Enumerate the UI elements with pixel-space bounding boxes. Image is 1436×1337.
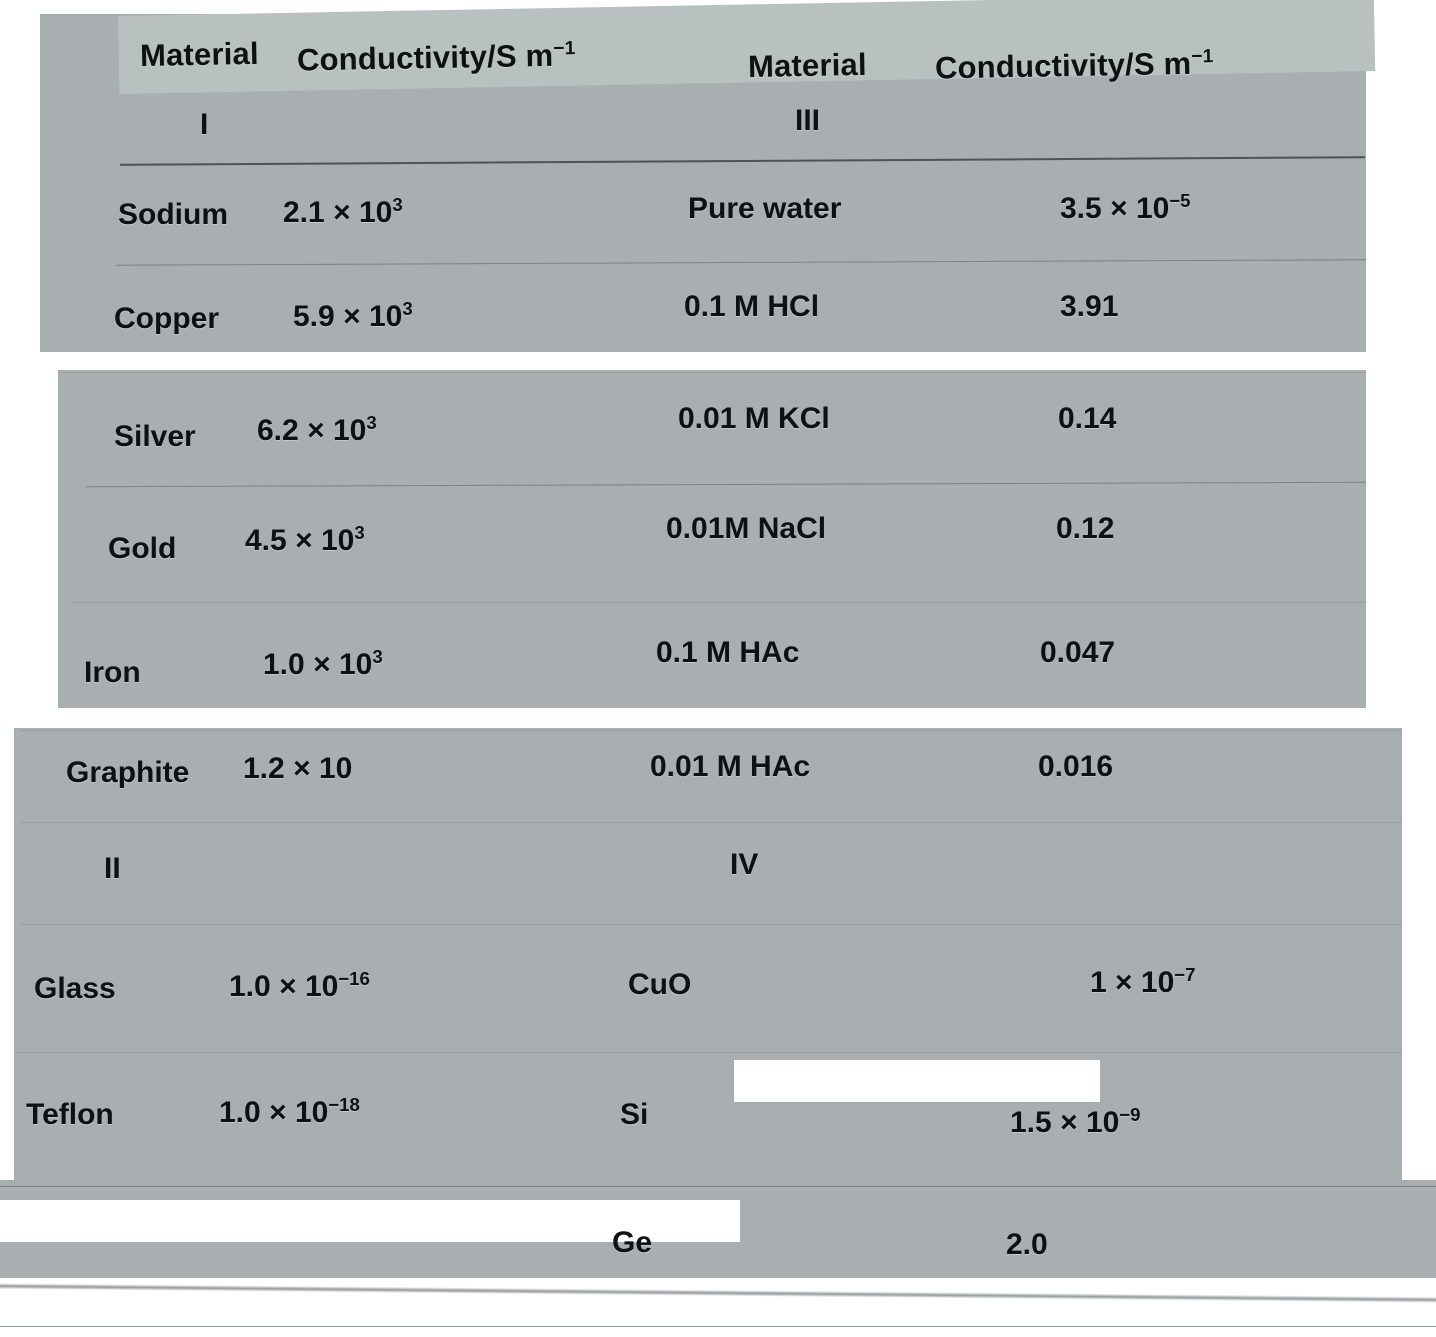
value-silver-mantissa: 6.2 — [257, 414, 299, 447]
value-copper — [293, 300, 413, 334]
rule-bottom — [0, 1326, 1436, 1327]
material-hac-0-1m: 0.1 M HAc — [656, 636, 800, 669]
value-iron-mantissa: 1.0 — [263, 648, 305, 681]
value-copper-base: 10 — [368, 300, 403, 333]
value-iron-exp: 3 — [372, 646, 383, 667]
section-label-I: I — [200, 108, 209, 141]
value-gold-times: × — [295, 524, 313, 557]
value-pure-water-times: × — [1110, 192, 1128, 225]
value-copper-exp: 3 — [402, 298, 413, 319]
section-label-II: II — [104, 852, 121, 885]
value-sodium-base: 10 — [358, 196, 393, 229]
value-cuo-base: 10 — [1140, 966, 1175, 999]
header-left-conductivity-exp: −1 — [553, 38, 576, 60]
value-hac-0-01m: 0.016 — [1038, 750, 1114, 783]
value-nacl-0-01m: 0.12 — [1056, 512, 1115, 545]
material-silver: Silver — [114, 420, 196, 453]
material-copper: Copper — [114, 302, 219, 335]
value-gold-base: 10 — [320, 524, 355, 557]
value-sodium — [283, 196, 403, 230]
material-si: Si — [620, 1098, 649, 1131]
material-pure-water: Pure water — [688, 192, 842, 225]
rule-row-1 — [116, 259, 1366, 265]
header-right-conductivity-exp: −1 — [1191, 46, 1214, 68]
header-left-conductivity — [297, 37, 576, 78]
value-sodium-mantissa: 2.1 — [283, 196, 325, 229]
value-teflon — [219, 1096, 360, 1130]
value-cuo-times: × — [1115, 966, 1133, 999]
rule-header — [120, 156, 1365, 166]
value-silver-exp: 3 — [366, 412, 377, 433]
value-kcl-0-01m: 0.14 — [1058, 402, 1117, 435]
section-label-III: III — [795, 104, 821, 137]
value-graphite-base: 10 — [318, 752, 353, 785]
section-label-IV: IV — [730, 848, 759, 881]
value-teflon-exp: −18 — [328, 1094, 360, 1115]
value-iron-times: × — [313, 648, 331, 681]
value-cuo-exp: −7 — [1174, 964, 1196, 985]
value-hac-0-1m: 0.047 — [1040, 636, 1116, 669]
value-si — [1010, 1106, 1141, 1140]
value-copper-mantissa: 5.9 — [293, 300, 335, 333]
value-graphite-mantissa: 1.2 — [243, 752, 285, 785]
rule-row-2 — [60, 372, 1366, 373]
value-glass — [229, 970, 370, 1004]
header-left-conductivity-text: Conductivity/S m — [296, 37, 554, 78]
rule-row-9 — [0, 1186, 1436, 1187]
value-gold-exp: 3 — [354, 522, 365, 543]
rule-row-4 — [70, 602, 1366, 603]
value-teflon-mantissa: 1.0 — [219, 1096, 261, 1129]
value-cuo-mantissa: 1 — [1090, 966, 1107, 999]
value-glass-mantissa: 1.0 — [229, 970, 271, 1003]
header-left-material: Material — [139, 35, 260, 74]
value-copper-times: × — [343, 300, 361, 333]
value-sodium-exp: 3 — [392, 194, 403, 215]
value-graphite — [243, 752, 352, 786]
value-glass-times: × — [279, 970, 297, 1003]
value-pure-water-base: 10 — [1135, 192, 1170, 225]
value-si-exp: −9 — [1119, 1104, 1141, 1125]
material-ge: Ge — [612, 1226, 653, 1259]
value-graphite-times: × — [293, 752, 311, 785]
material-kcl-0-01m: 0.01 M KCl — [678, 402, 830, 435]
scan-edge-line — [0, 1283, 1436, 1303]
value-pure-water-mantissa: 3.5 — [1060, 192, 1102, 225]
value-si-mantissa: 1.5 — [1010, 1106, 1052, 1139]
value-si-base: 10 — [1085, 1106, 1120, 1139]
rule-row-3 — [86, 482, 1366, 487]
value-ge: 2.0 — [1006, 1228, 1048, 1261]
value-iron-base: 10 — [338, 648, 373, 681]
rule-row-7 — [20, 924, 1402, 925]
material-graphite: Graphite — [66, 756, 190, 789]
header-right-conductivity-text: Conductivity/S m — [934, 45, 1192, 86]
value-cuo — [1090, 966, 1195, 1000]
value-hcl-0-1m: 3.91 — [1060, 290, 1119, 323]
value-gold — [245, 524, 365, 558]
header-right-conductivity — [935, 45, 1214, 86]
value-glass-base: 10 — [304, 970, 339, 1003]
material-teflon: Teflon — [26, 1098, 114, 1131]
material-sodium: Sodium — [118, 198, 228, 231]
header-right-material: Material — [747, 46, 868, 85]
material-hcl-0-1m: 0.1 M HCl — [684, 290, 820, 323]
value-pure-water-exp: −5 — [1169, 190, 1191, 211]
value-silver-base: 10 — [332, 414, 367, 447]
material-glass: Glass — [34, 972, 116, 1005]
value-silver-times: × — [307, 414, 325, 447]
value-sodium-times: × — [333, 196, 351, 229]
value-iron — [263, 648, 383, 682]
material-gold: Gold — [108, 532, 177, 565]
rule-row-6 — [20, 822, 1402, 823]
material-nacl-0-01m: 0.01M NaCl — [666, 512, 827, 545]
value-glass-exp: −16 — [338, 968, 370, 989]
material-hac-0-01m: 0.01 M HAc — [650, 750, 811, 783]
value-gold-mantissa: 4.5 — [245, 524, 287, 557]
value-silver — [257, 414, 377, 448]
value-pure-water — [1060, 192, 1191, 226]
value-teflon-base: 10 — [294, 1096, 329, 1129]
material-iron: Iron — [84, 656, 141, 689]
material-cuo: CuO — [628, 968, 692, 1001]
value-si-times: × — [1060, 1106, 1078, 1139]
rule-row-5 — [20, 730, 1402, 731]
value-teflon-times: × — [269, 1096, 287, 1129]
rule-row-8 — [16, 1052, 1402, 1053]
